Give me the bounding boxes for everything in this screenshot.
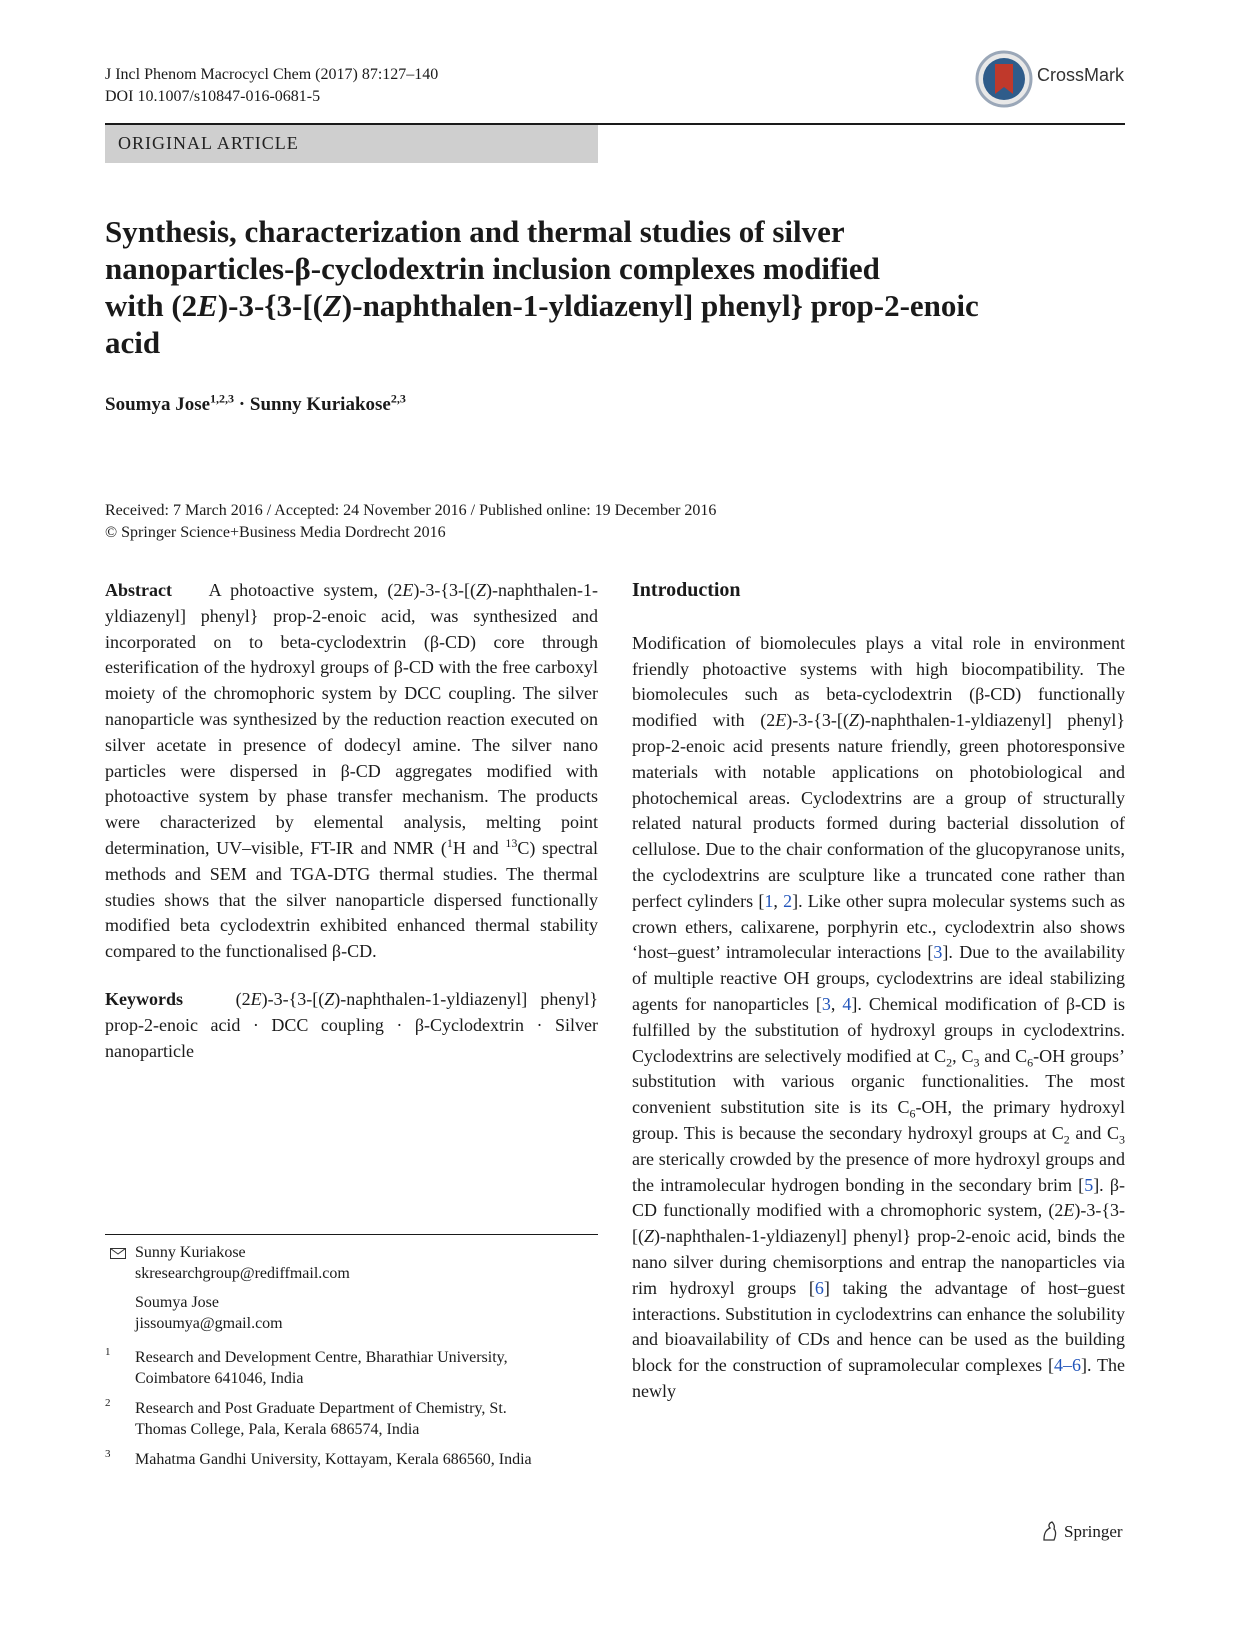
title-line-4: acid (105, 325, 161, 360)
keywords: Keywords (2E)-3-{3-[(Z)-naphthalen-1-yldiazenyl] phenyl} prop-2-enoic acid · DCC coupling · β-Cyclodextrin · Silver nanoparticle (105, 988, 599, 1061)
citation-link[interactable]: 3 (821, 993, 831, 1014)
title-line-1: Synthesis, characterization and thermal studies of silver (105, 214, 845, 249)
journal-citation (105, 64, 438, 108)
citation-link[interactable]: 3 (933, 942, 943, 963)
crossmark-icon (975, 50, 1033, 108)
contact-email[interactable]: skresearchgroup@rediffmail.com (135, 1265, 350, 1282)
affiliation-number: 3 (105, 1448, 111, 1460)
section-label: ORIGINAL ARTICLE (118, 133, 299, 153)
author-name[interactable]: Sunny Kuriakose (249, 394, 391, 415)
article-title (105, 213, 1065, 361)
doi-line: DOI 10.1007/s10847-016-0681-5 (105, 88, 321, 105)
abstract-heading: Abstract (105, 580, 172, 600)
citation-link[interactable]: 5 (1084, 1174, 1094, 1195)
contact-email[interactable]: jissoumya@gmail.com (135, 1315, 283, 1332)
citation-link[interactable]: 4–6 (1053, 1355, 1081, 1376)
title-line-2: nanoparticles-β-cyclodextrin inclusion complexes modified (105, 251, 880, 286)
author-affiliation-marks: 2,3 (390, 391, 406, 406)
section-bar (105, 125, 598, 163)
crossmark-badge[interactable] (975, 48, 1130, 110)
publisher-logo (1040, 1520, 1130, 1544)
introduction-text: Modification of biomolecules plays a vital role in environment friendly photoactive systems with high biocompatibility. The biomolecules such as beta-cyclodextrin (β-CD) functionally modified with (2E)-3-{3-[(Z)-naphthalen-1-yldiazenyl] phenyl} prop-2-enoic acid presents nature friendly, green photoresponsive materials with notable applications on photobiological and photochemical areas. Cyclodextrins are a group of structurally related natural products formed during bacterial dissolution of cellulose. Due to the chair conformation of the glucopyranose units, the cyclodextrins are sculpture like a truncated cone rather than perfect cylinders [1, 2]. Like other supra molecular systems such as crown ethers, calixarene, porphyrin etc., cyclodextrin also shows ‘host–guest’ intramolecular interactions [3]. Due to the availability of multiple reactive OH groups, cyclodextrins are ideal stabilizing agents for nanoparticles [3, 4]. Chemical modification of β-CD is fulfilled by the substitution of hydroxyl groups in cyclodextrins. Cyclodextrins are selectively modified at $C_2$, $C_3$ and $C_6-OH$ groups’ substitution with various organic functionalities. The most convenient substitution site is its $C_6-OH$, the primary hydroxyl group. This is because the secondary hydroxyl groups at $C_2$ and $C_3$ are sterically crowded by the presence of more hydroxyl groups and the intramolecular hydrogen bonding in the secondary brim [5]. β-CD functionally modified with a chromophoric system, (2E)-3-{3-[(Z)-naphthalen-1-yldiazenyl] phenyl} prop-2-enoic acid, binds the nano silver during chemisorptions and entrap the nanoparticles via rim hydroxyl groups [6] taking the advantage of host–guest interactions. Substitution in cyclodextrins can enhance the solubility and bioavailability of CDs and hence can be used as the building block for the construction of supramolecular complexes [4–6]. The newly (632, 632, 1126, 1401)
abstract: Abstract A photoactive system, (2E)-3-{3-[(Z)-naphthalen-1-yldiazenyl] phenyl} prop-2-enoic acid, was synthesized and incorporated on to beta-cyclodextrin (β-CD) core through esterification of the hydroxyl groups of β-CD with the free carboxyl moiety of the chromophoric system by DCC coupling. The silver nanoparticle was synthesized by the reduction reaction executed on silver acetate in presence of dodecyl amine. The silver nano particles were dispersed in β-CD aggregates modified with photoactive system by phase transfer mechanism. The products were characterized by elemental analysis, melting point determination, UV–visible, FT-IR and NMR ($^1$H and $^{13}$C) spectral methods and SEM and TGA-DTG thermal studies. The thermal studies shows that the silver nanoparticle dispersed functionally modified beta cyclodextrin exhibited enhanced thermal stability compared to the functionalised β-CD. (105, 580, 598, 962)
author-name[interactable]: Soumya Jose (105, 394, 211, 415)
title-line-3: with (2E)-3-{3-[(Z)-naphthalen-1-yldiazenyl] phenyl} prop-2-enoic (105, 288, 979, 323)
citation-link[interactable]: 1 (764, 890, 774, 911)
left-column (105, 578, 598, 1064)
dates-line: Received: 7 March 2016 / Accepted: 24 November 2016 / Published online: 19 December 2016 (105, 502, 717, 519)
contact-name: Sunny Kuriakose (135, 1244, 246, 1261)
introduction-heading: Introduction (632, 579, 741, 601)
publisher-name: Springer (1064, 1522, 1123, 1541)
journal-line: J Incl Phenom Macrocycl Chem (2017) 87:127–140 (105, 66, 439, 83)
right-column (632, 578, 1125, 1405)
envelope-icon (110, 1248, 126, 1259)
citation-link[interactable]: 6 (814, 1277, 824, 1298)
citation-link[interactable]: 2 (783, 890, 793, 911)
keywords-heading: Keywords (105, 988, 183, 1009)
contact-name: Soumya Jose (135, 1294, 219, 1311)
citation-link[interactable]: 4 (842, 993, 852, 1014)
publication-history (105, 500, 716, 544)
springer-horse-icon (1040, 1520, 1060, 1542)
copyright-line: © Springer Science+Business Media Dordrecht 2016 (105, 524, 446, 541)
author-affiliation-marks: 1,2,3 (210, 391, 235, 406)
affiliation-number: 1 (105, 1346, 111, 1358)
affiliation-number: 2 (105, 1397, 111, 1409)
crossmark-label: CrossMark (1037, 65, 1125, 85)
author-list: Soumya Jose$^{1,2,3}$ · Sunny Kuriakose$^{2,3}$ (105, 391, 406, 415)
footnote-rule (105, 1234, 598, 1235)
